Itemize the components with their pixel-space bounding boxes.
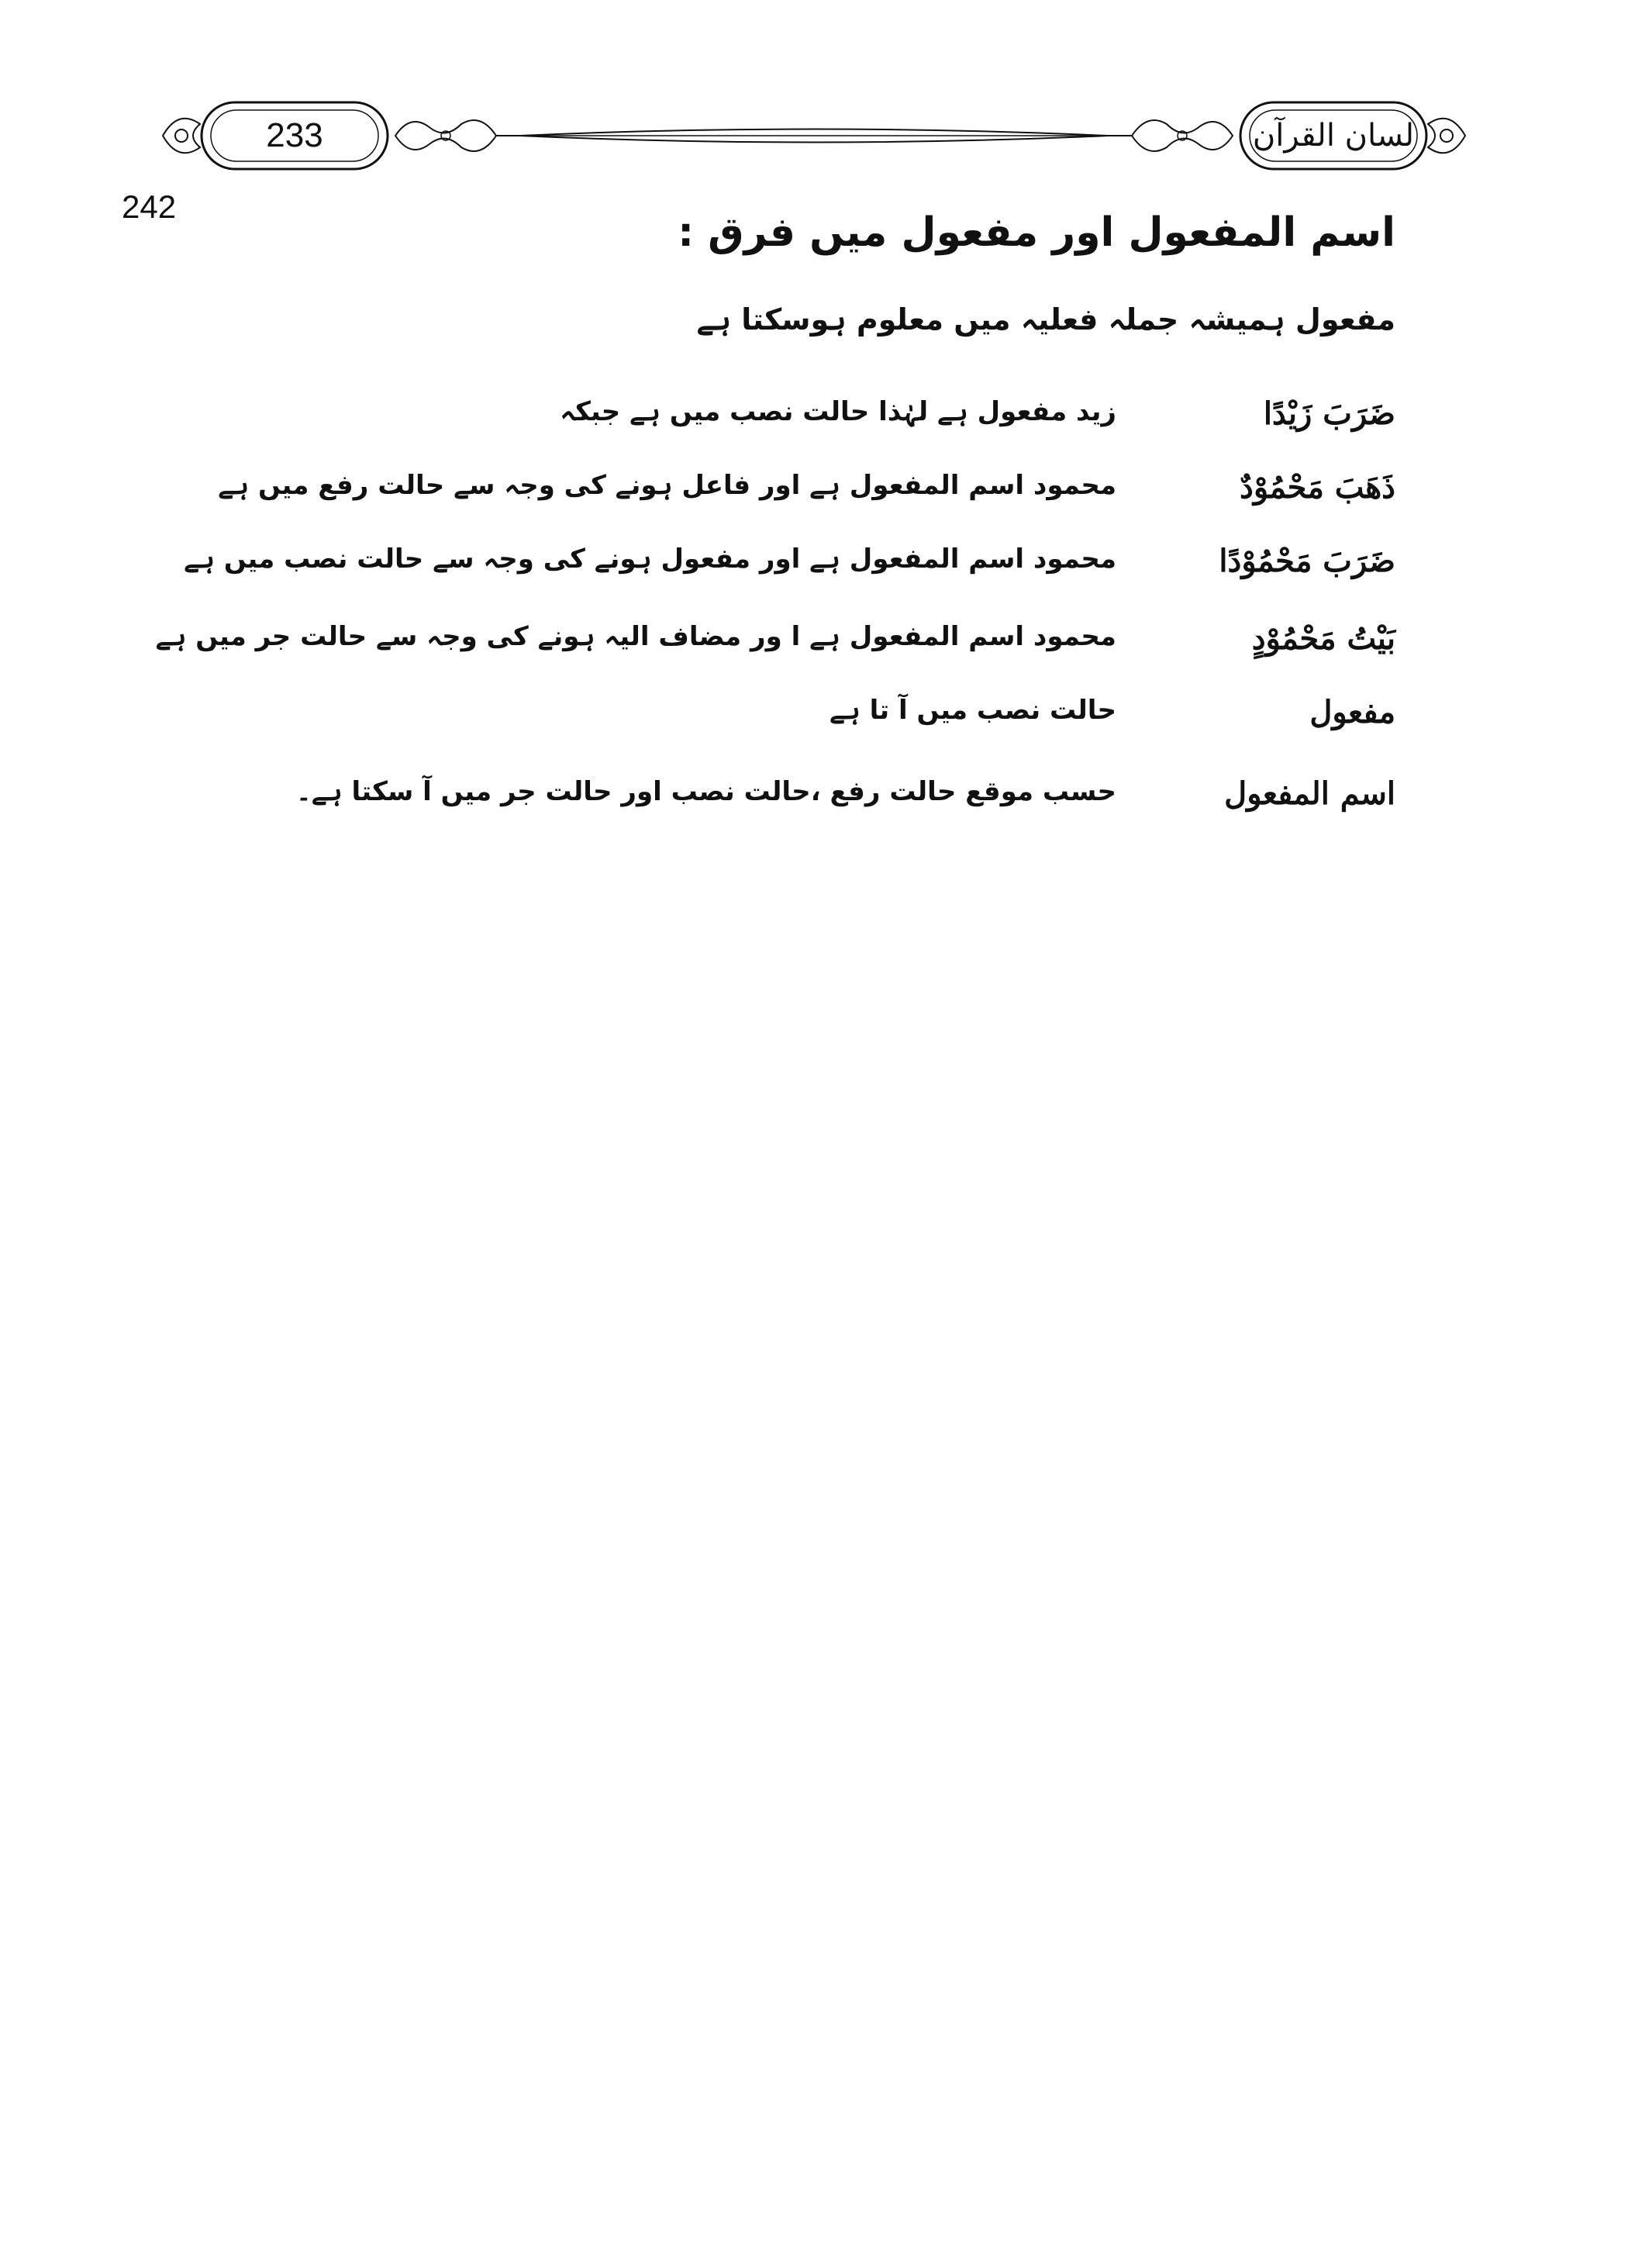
example-description: محمود اسم المفعول ہے ا ور مضاف الیہ ہونے کی وجہ سے حالت جر میں ہے xyxy=(155,621,1116,652)
header-book-title: لسان القرآن xyxy=(1252,118,1415,154)
example-row xyxy=(116,620,1395,682)
comparison-description: حسب موقع حالت رفع ،حالت نصب اور حالت جر میں آ سکتا ہے۔ xyxy=(295,776,1116,807)
example-term: ضَرَبَ زَیْدًا xyxy=(1263,395,1395,432)
header-page-number: 233 xyxy=(266,116,323,154)
example-term: بَیْتُ مَحْمُوْدٍ xyxy=(1251,620,1395,657)
comparison-row xyxy=(116,775,1395,837)
intro-line: مفعول ہمیشہ جملہ فعلیہ میں معلوم ہوسکتا ہے xyxy=(696,302,1395,337)
comparison-term: اسم المفعول xyxy=(1224,775,1395,812)
comparison-term: مفعول xyxy=(1309,694,1395,730)
example-row xyxy=(116,469,1395,531)
comparison-row xyxy=(116,694,1395,756)
comparison-description: حالت نصب میں آ تا ہے xyxy=(829,695,1116,726)
example-row xyxy=(116,543,1395,605)
example-term: ضَرَبَ مَحْمُوْدًا xyxy=(1219,543,1395,579)
example-description: محمود اسم المفعول ہے اور مفعول ہونے کی وجہ سے حالت نصب میں ہے xyxy=(184,544,1116,575)
page-header xyxy=(155,93,1473,178)
section-heading: اسم المفعول اور مفعول میں فرق : xyxy=(678,209,1395,256)
example-row xyxy=(116,395,1395,457)
example-description: محمود اسم المفعول ہے اور فاعل ہونے کی وجہ سے حالت رفع میں ہے xyxy=(218,470,1116,501)
side-page-number: 242 xyxy=(122,188,177,225)
example-description: زید مفعول ہے لہٰذا حالت نصب میں ہے جبکہ xyxy=(560,396,1116,427)
example-term: ذَھَبَ مَحْمُوْدٌ xyxy=(1240,469,1395,506)
